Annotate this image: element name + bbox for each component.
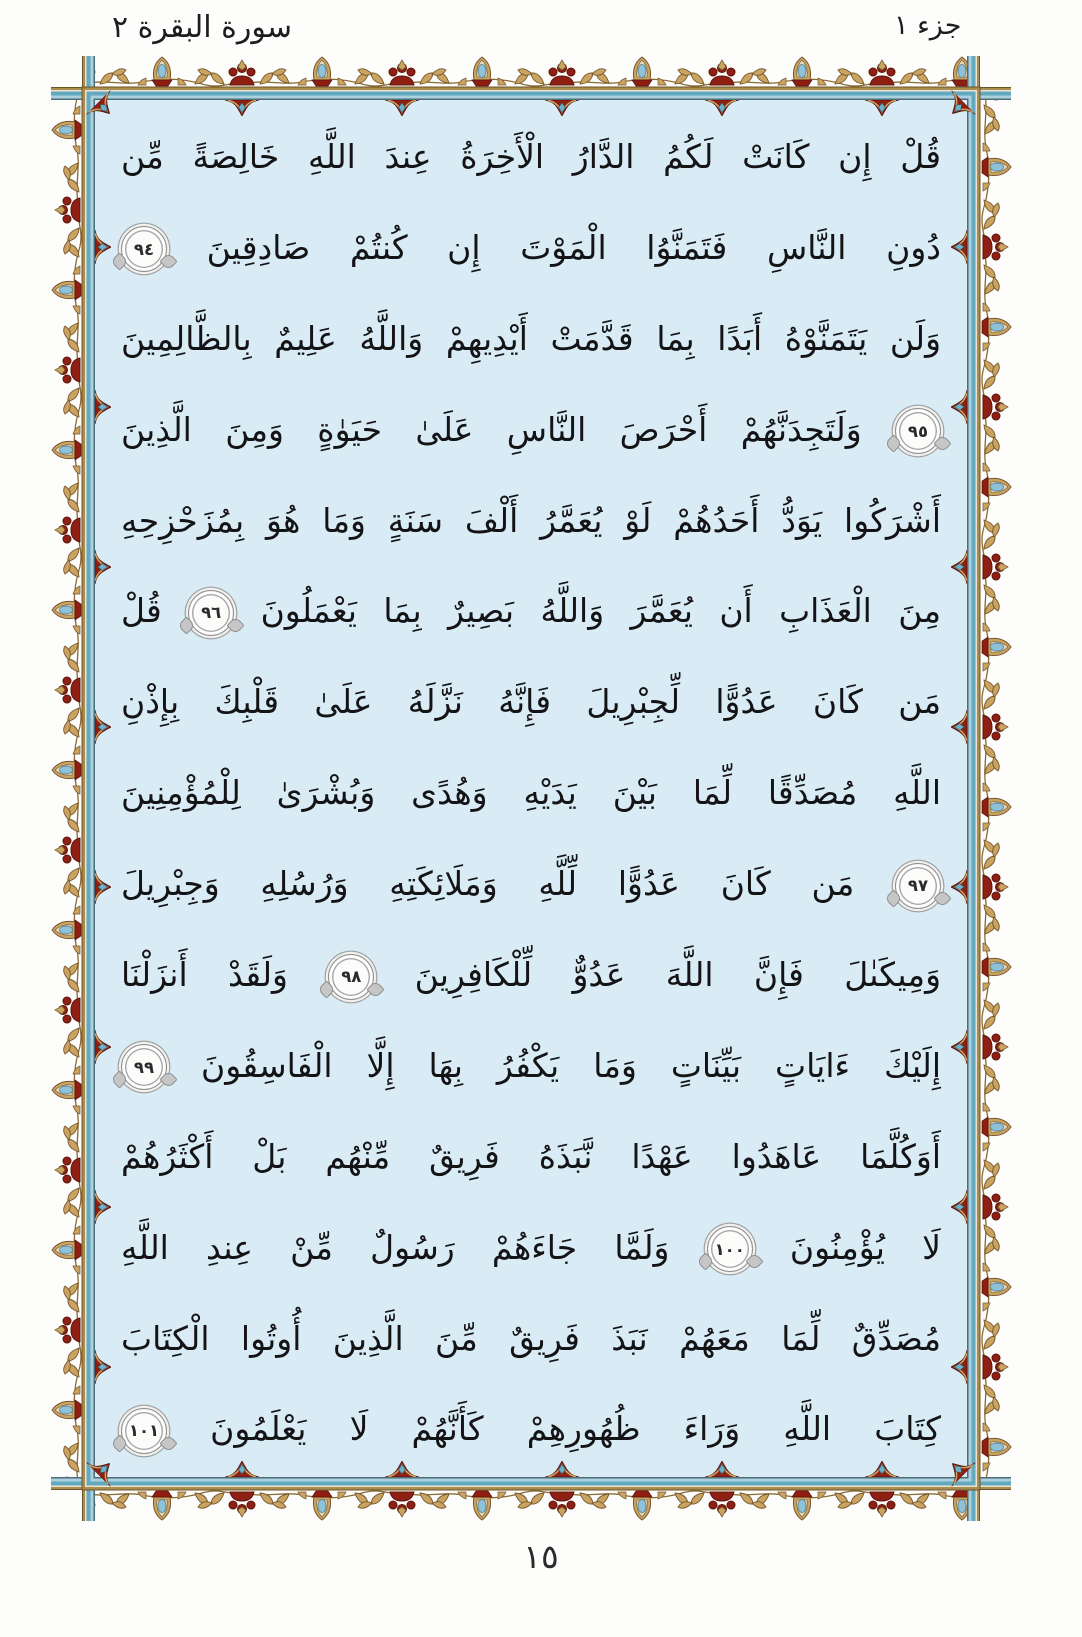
border-cusp-ornament [545, 1461, 579, 1477]
quran-line [121, 748, 941, 839]
border-cusp-ornament [95, 230, 111, 264]
border-cusp-ornament [385, 100, 419, 116]
quran-line [121, 1294, 941, 1385]
border-cusp-ornament [95, 1190, 111, 1224]
ayah-text: كِتَابَ اللَّهِ وَرَاءَ ظُهُورِهِمْ كَأَنَّهُمْ لَا يَعْلَمُونَ [210, 1409, 941, 1449]
border-cusp-ornament [865, 100, 899, 116]
border-cusp-ornament [95, 710, 111, 744]
border-line-extension [980, 1477, 1011, 1490]
quran-line [121, 294, 941, 385]
quran-line [121, 1203, 941, 1294]
quran-line [121, 112, 941, 203]
border-cusp-ornament [951, 870, 967, 904]
ayah-text: قُلْ [121, 591, 162, 631]
border-cusp-ornament [385, 1461, 419, 1477]
ayah-text: وَلَن يَتَمَنَّوْهُ أَبَدًا بِمَا قَدَّمَتْ أَيْدِيهِمْ وَاللَّهُ عَلِيمٌ بِالظَّالِمِينَ [121, 318, 941, 358]
ayah-text: اللَّهِ مُصَدِّقًا لِّمَا بَيْنَ يَدَيْهِ وَهُدًى وَبُشْرَىٰ لِلْمُؤْمِنِينَ [121, 773, 941, 813]
ayah-text: إِلَيْكَ ءَايَاتٍ بَيِّنَاتٍ وَمَا يَكْفُرُ بِهَا إِلَّا الْفَاسِقُونَ [200, 1045, 941, 1085]
page-number: ١٥ [523, 1537, 559, 1576]
ayah-text: وَمِيكَىٰلَ فَإِنَّ اللَّهَ عَدُوٌّ لِّلْكَافِرِينَ [414, 955, 942, 995]
quran-line [121, 476, 941, 567]
border-cusp-ornament [705, 1461, 739, 1477]
border-cusp-ornament [95, 1030, 111, 1064]
ayah-marker: ٩٦ [188, 590, 234, 636]
border-line-extension [967, 1490, 980, 1521]
ayah-text: أَوَكُلَّمَا عَاهَدُوا عَهْدًا نَّبَذَهُ فَرِيقٌ مِّنْهُم بَلْ أَكْثَرُهُمْ [121, 1136, 941, 1176]
border-cusp-ornament [951, 550, 967, 584]
border-cusp-ornament [95, 550, 111, 584]
ayah-marker: ١٠١ [121, 1408, 167, 1454]
ayah-text: قُلْ إِن كَانَتْ لَكُمُ الدَّارُ الْأَخِرَةُ عِندَ اللَّهِ خَالِصَةً مِّن [121, 137, 941, 176]
border-line-extension [82, 56, 95, 87]
border-line-extension [51, 1477, 82, 1490]
border-cusp-ornament [951, 230, 967, 264]
quran-line [121, 385, 941, 476]
border-cusp-ornament [865, 1461, 899, 1477]
border-cusp-ornament [225, 1461, 259, 1477]
ayah-text: وَلَقَدْ أَنزَلْنَا [121, 955, 288, 995]
border-cusp-ornament [951, 1030, 967, 1064]
border-cusp-ornament [95, 1350, 111, 1384]
ayah-marker: ٩٧ [895, 863, 941, 909]
border-cusp-ornament [705, 100, 739, 116]
ayah-text: وَلَتَجِدَنَّهُمْ أَحْرَصَ النَّاسِ عَلَىٰ حَيَوٰةٍ وَمِنَ الَّذِينَ [121, 409, 862, 449]
ayah-marker: ٩٨ [328, 954, 374, 1000]
ayah-marker: ٩٤ [121, 226, 167, 272]
ayah-marker: ٩٩ [121, 1044, 167, 1090]
border-cusp-ornament [951, 710, 967, 744]
border-cusp-ornament [951, 1350, 967, 1384]
border-cusp-ornament [545, 100, 579, 116]
border-ornament-bottom [82, 1490, 980, 1521]
ayah-text: دُونِ النَّاسِ فَتَمَنَّوُا الْمَوْتَ إِن كُنتُمْ صَادِقِينَ [206, 227, 941, 267]
ayah-marker: ١٠٠ [707, 1226, 753, 1272]
quran-lines [95, 100, 967, 1477]
ayah-text: أَشْرَكُوا يَوَدُّ أَحَدُهُمْ لَوْ يُعَمَّرُ أَلْفَ سَنَةٍ وَمَا هُوَ بِمُزَحْزِحِهِ [121, 500, 941, 540]
juz-label: جزء ١ [894, 10, 962, 41]
quran-text-area [95, 100, 967, 1477]
quran-line [121, 1112, 941, 1203]
border-ornament-right [981, 87, 1012, 1490]
quran-line [121, 566, 941, 657]
border-line-extension [51, 87, 82, 100]
quran-line [121, 657, 941, 748]
ayah-text: مَن كَانَ عَدُوًّا لِّلَّهِ وَمَلَائِكَتِهِ وَرُسُلِهِ وَجِبْرِيلَ [121, 864, 855, 904]
ayah-text: وَلَمَّا جَاءَهُمْ رَسُولٌ مِّنْ عِندِ اللَّهِ [121, 1227, 670, 1267]
border-cusp-ornament [225, 100, 259, 116]
ayah-text: مُصَدِّقٌ لِّمَا مَعَهُمْ نَبَذَ فَرِيقٌ مِّنَ الَّذِينَ أُوتُوا الْكِتَابَ [121, 1318, 941, 1358]
border-line-extension [82, 1490, 95, 1521]
border-cusp-ornament [951, 1190, 967, 1224]
border-cusp-ornament [95, 390, 111, 424]
quran-line [121, 1021, 941, 1112]
ayah-text: مَن كَانَ عَدُوًّا لِّجِبْرِيلَ فَإِنَّهُ نَزَّلَهُ عَلَىٰ قَلْبِكَ بِإِذْنِ [121, 682, 941, 722]
border-line-extension [967, 56, 980, 87]
surah-title: سورة البقرة ٢ [112, 10, 293, 45]
quran-line [121, 930, 941, 1021]
ayah-text: مِنَ الْعَذَابِ أَن يُعَمَّرَ وَاللَّهُ بَصِيرٌ بِمَا يَعْمَلُونَ [260, 591, 941, 631]
quran-line [121, 839, 941, 930]
border-ornament-top [82, 56, 980, 87]
quran-line [121, 203, 941, 294]
border-cusp-ornament [95, 870, 111, 904]
ayah-text: لَا يُؤْمِنُونَ [789, 1227, 941, 1267]
border-cusp-ornament [951, 390, 967, 424]
ayah-marker: ٩٥ [895, 408, 941, 454]
border-line-extension [980, 87, 1011, 100]
border-ornament-left [51, 87, 82, 1490]
